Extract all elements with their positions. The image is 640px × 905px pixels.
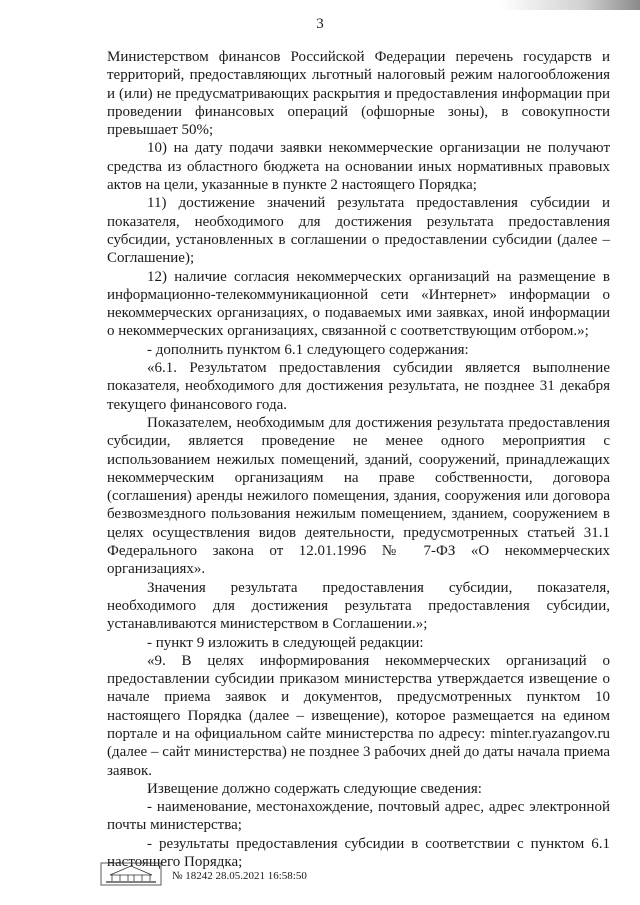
building-logo-icon bbox=[100, 862, 162, 886]
scan-edge-shadow bbox=[500, 0, 640, 10]
paragraph: - наименование, местонахождение, почтовый адрес, адрес электронной почты министерства; bbox=[107, 799, 610, 834]
paragraph: «6.1. Результатом предоставления субсидии является выполнение показателя, необходимого для достижения результата, не позднее 31 декабря текущего финансового года. bbox=[107, 360, 610, 413]
paragraph: - дополнить пунктом 6.1 следующего содержания: bbox=[147, 341, 469, 358]
paragraph: - результаты предоставления субсидии в соответствии с пунктом 6.1 настоящего Порядка; bbox=[107, 835, 610, 871]
paragraph: Показателем, необходимым для достижения результата предоставления субсидии, является проведение не менее одного мероприятия с использованием нежилых помещений, зданий, сооружений, принадлежащих некоммерческим организациям на праве собственности, договора (соглашения) аренды нежилого помещения, здания, сооружения или договора безвозмездного пользования нежилым помещением, зданием, сооружением в целях осуществления видов деятельности, предусмотренных статьей 31.1 Федерального закона от 12.01.1996 № 7-ФЗ «О некоммерческих организациях». bbox=[107, 414, 610, 578]
registration-number: № 18242 28.05.2021 16:58:50 bbox=[172, 870, 307, 882]
paragraph: Значения результата предоставления субсидии, показателя, необходимого для достижения результата предоставления субсидии, устанавливаются министерством в Соглашении.»; bbox=[107, 579, 610, 633]
document-body bbox=[107, 48, 610, 871]
paragraph: 11) достижение значений результата предоставления субсидии и показателя, необходимого для достижения результата предоставления субсидии, установленных в соглашении о предоставлении субсидии (далее – Соглашение); bbox=[107, 195, 610, 267]
paragraph: - пункт 9 изложить в следующей редакции: bbox=[147, 634, 424, 651]
paragraph: Извещение должно содержать следующие сведения: bbox=[147, 780, 482, 797]
paragraph: 12) наличие согласия некоммерческих организаций на размещение в информационно-телекоммуникационной сети «Интернет» информации о некоммерческих организациях, о подаваемых ими заявках, иной информации о некоммерческих организациях, связанной с соответствующим отбором.»; bbox=[107, 268, 610, 340]
document-footer bbox=[100, 862, 520, 892]
paragraph: 10) на дату подачи заявки некоммерческие организации не получают средства из областного бюджета на основании иных нормативных правовых актов на цели, указанные в пункте 2 настоящего Порядка; bbox=[107, 140, 610, 194]
page-number: 3 bbox=[316, 16, 324, 32]
paragraph: Министерством финансов Российской Федерации перечень государств и территорий, предоставляющих льготный налоговый режим налогообложения и (или) не предусматривающих раскрытия и предоставления информации при проведении финансовых операций (офшорные зоны), в совокупности превышает 50%; bbox=[107, 49, 610, 139]
paragraph: «9. В целях информирования некоммерческих организаций о предоставлении субсидии приказом министерства утверждается извещение о начале приема заявок и документов, предусмотренных пунктом 10 настоящего Порядка (далее – извещение), которое размещается на едином портале и на официальном сайте министерства по адресу: minter.ryazangov.ru (далее – сайт министерства) не позднее 3 рабочих дней до даты начала приема заявок. bbox=[107, 652, 610, 779]
